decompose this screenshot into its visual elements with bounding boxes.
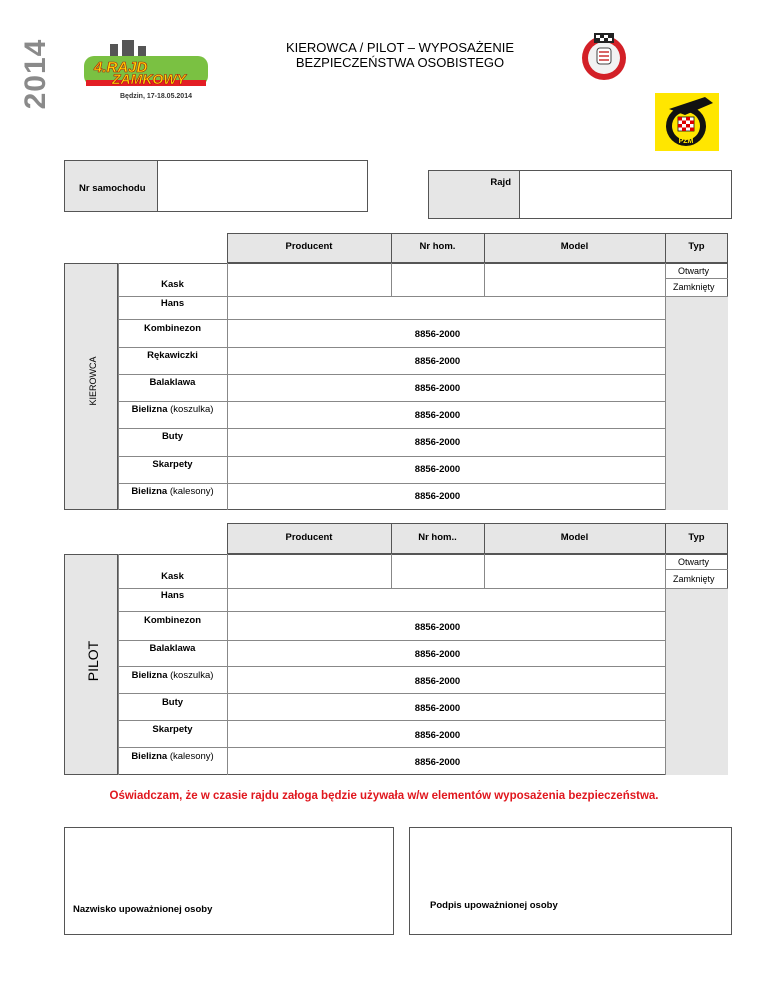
driver-row-hom: 8856-2000 bbox=[414, 491, 461, 502]
pilot-row-label: Balaklawa bbox=[149, 643, 196, 654]
declaration-text: Oświadczam, że w czasie rajdu załoga będzie używała w/w elementów wyposażenia bezpieczeństwa. bbox=[109, 790, 659, 802]
pilot-row-label: Bielizna (koszulka) bbox=[131, 670, 214, 681]
pzm-text: PZM bbox=[678, 138, 694, 145]
car-number-label-box bbox=[64, 160, 158, 212]
logo-text-top: 4.RAJD bbox=[94, 59, 148, 76]
authorized-signature-label: Podpis upoważnionej osoby bbox=[430, 900, 558, 911]
driver-row-label: Kombinezon bbox=[144, 323, 201, 334]
pilot-row-hom: 8856-2000 bbox=[414, 730, 461, 741]
driver-hans-label: Hans bbox=[160, 298, 185, 309]
driver-row-hom: 8856-2000 bbox=[414, 356, 461, 367]
driver-col-hom: Nr hom. bbox=[419, 241, 456, 252]
pilot-type-shade bbox=[665, 588, 728, 775]
driver-col-producer: Producent bbox=[285, 241, 333, 252]
driver-row-hom: 8856-2000 bbox=[414, 437, 461, 448]
pilot-row-label: Skarpety bbox=[152, 724, 193, 735]
authorized-name-box[interactable] bbox=[64, 827, 394, 935]
driver-type-shade bbox=[665, 296, 728, 510]
pilot-row-label: Buty bbox=[161, 697, 184, 708]
pilot-row-hom: 8856-2000 bbox=[414, 649, 461, 660]
driver-row-label: Buty bbox=[161, 431, 184, 442]
driver-col-model: Model bbox=[560, 241, 589, 252]
title-line-2: BEZPIECZEŃSTWA OSOBISTEGO bbox=[295, 55, 505, 70]
pilot-row-label: Kombinezon bbox=[144, 615, 201, 626]
pilot-hans-label: Hans bbox=[160, 590, 185, 601]
driver-row-label: Bielizna (kalesony) bbox=[131, 486, 214, 497]
rally-label-box bbox=[428, 170, 520, 219]
pilot-row-hom: 8856-2000 bbox=[414, 622, 461, 633]
driver-section-label: KIEROWCA bbox=[88, 356, 98, 406]
car-number-label: Nr samochodu bbox=[79, 183, 146, 194]
pilot-section-label: PILOT bbox=[85, 640, 101, 682]
logo-caption: Będzin, 17-18.05.2014 bbox=[120, 93, 192, 100]
driver-kask-label: Kask bbox=[161, 279, 184, 290]
pilot-row-hom: 8856-2000 bbox=[414, 676, 461, 687]
pilot-row-hom: 8856-2000 bbox=[414, 703, 461, 714]
driver-row-label: Rękawiczki bbox=[147, 350, 198, 361]
driver-row-hom: 8856-2000 bbox=[414, 410, 461, 421]
driver-row-hom: 8856-2000 bbox=[414, 329, 461, 340]
year-label: 2014 bbox=[19, 38, 52, 110]
driver-col-type: Typ bbox=[688, 241, 705, 252]
pilot-col-hom: Nr hom.. bbox=[418, 532, 457, 543]
driver-row-hom: 8856-2000 bbox=[414, 383, 461, 394]
pilot-helmet-open: Otwarty bbox=[678, 557, 710, 567]
driver-row-hom: 8856-2000 bbox=[414, 464, 461, 475]
rally-input[interactable] bbox=[519, 170, 732, 219]
driver-helmet-open: Otwarty bbox=[678, 266, 710, 276]
driver-row-label: Skarpety bbox=[152, 459, 193, 470]
page-title bbox=[230, 40, 570, 70]
title-line-1: KIEROWCA / PILOT – WYPOSAŻENIE bbox=[285, 40, 515, 55]
club-crest-icon bbox=[578, 30, 630, 82]
rally-label: Rajd bbox=[490, 177, 511, 188]
rally-logo bbox=[76, 40, 216, 104]
pilot-col-producer: Producent bbox=[285, 532, 333, 543]
driver-helmet-closed: Zamknięty bbox=[673, 282, 715, 292]
driver-row-label: Bielizna (koszulka) bbox=[131, 404, 214, 415]
pilot-helmet-closed: Zamknięty bbox=[673, 574, 715, 584]
pzm-logo bbox=[655, 93, 719, 151]
authorized-name-label: Nazwisko upoważnionej osoby bbox=[73, 904, 213, 915]
car-number-input[interactable] bbox=[157, 160, 368, 212]
pilot-kask-label: Kask bbox=[161, 571, 184, 582]
authorized-signature-box[interactable] bbox=[409, 827, 732, 935]
pilot-row-hom: 8856-2000 bbox=[414, 757, 461, 768]
driver-row-label: Balaklawa bbox=[149, 377, 196, 388]
logo-text-bottom: ZAMKOWY bbox=[112, 71, 186, 87]
pilot-col-type: Typ bbox=[688, 532, 705, 543]
pilot-row-label: Bielizna (kalesony) bbox=[131, 751, 214, 762]
pilot-col-model: Model bbox=[560, 532, 589, 543]
